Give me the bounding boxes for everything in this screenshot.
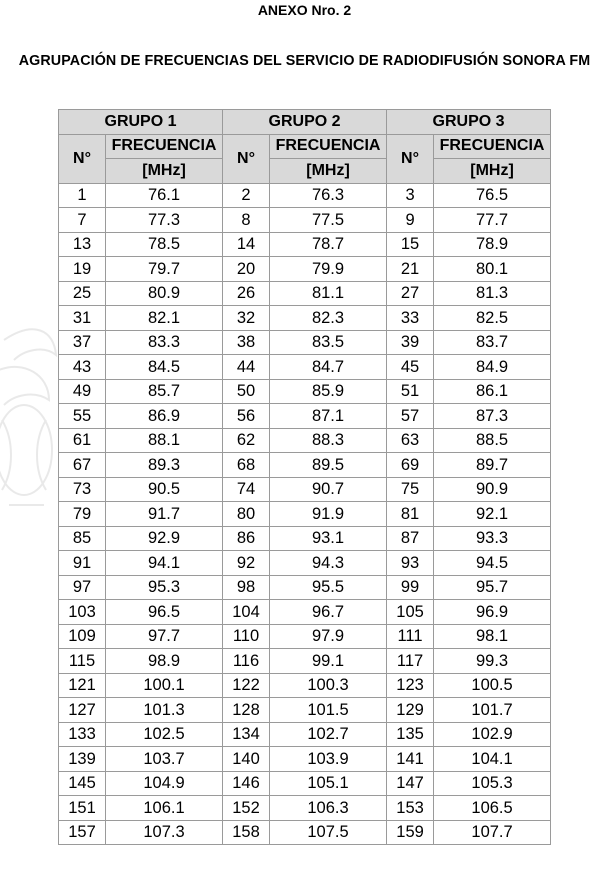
group-1-frequency: 98.9 — [106, 649, 223, 674]
group-2-frequency: 100.3 — [270, 673, 387, 698]
group-1-number: 151 — [59, 796, 106, 821]
table-row — [59, 526, 551, 551]
frequency-header: FRECUENCIA — [106, 134, 223, 159]
group-3-number: 57 — [387, 404, 434, 429]
table-row — [59, 379, 551, 404]
group-3-number: 99 — [387, 575, 434, 600]
group-1-frequency: 77.3 — [106, 208, 223, 233]
group-1-frequency: 104.9 — [106, 771, 223, 796]
group-3-number: 159 — [387, 820, 434, 845]
group-2-frequency: 95.5 — [270, 575, 387, 600]
group-2-frequency: 96.7 — [270, 600, 387, 625]
group-2-number: 80 — [223, 502, 270, 527]
group-3-frequency: 96.9 — [434, 600, 551, 625]
group-3-number: 15 — [387, 232, 434, 257]
group-3-number: 135 — [387, 722, 434, 747]
group-2-frequency: 85.9 — [270, 379, 387, 404]
group-2-number: 98 — [223, 575, 270, 600]
group-3-frequency: 87.3 — [434, 404, 551, 429]
table-row — [59, 281, 551, 306]
unit-header: [MHz] — [270, 159, 387, 184]
unit-header: [MHz] — [434, 159, 551, 184]
document-title: AGRUPACIÓN DE FRECUENCIAS DEL SERVICIO DE RADIODIFUSIÓN SONORA FM — [18, 53, 591, 69]
group-2-number: 62 — [223, 428, 270, 453]
coat-of-arms-watermark — [0, 300, 64, 530]
annex-title: ANEXO Nro. 2 — [257, 2, 352, 18]
group-1-frequency: 97.7 — [106, 624, 223, 649]
group-3-number: 45 — [387, 355, 434, 380]
group-3-number: 123 — [387, 673, 434, 698]
group-3-frequency: 81.3 — [434, 281, 551, 306]
group-2-frequency: 88.3 — [270, 428, 387, 453]
group-2-frequency: 105.1 — [270, 771, 387, 796]
group-1-frequency: 83.3 — [106, 330, 223, 355]
column-header-row — [59, 134, 551, 159]
group-3-number: 129 — [387, 698, 434, 723]
group-1-number: 73 — [59, 477, 106, 502]
group-1-number: 157 — [59, 820, 106, 845]
table-row — [59, 649, 551, 674]
group-2-frequency: 94.3 — [270, 551, 387, 576]
table-row — [59, 404, 551, 429]
group-3-frequency: 105.3 — [434, 771, 551, 796]
group-3-number: 27 — [387, 281, 434, 306]
group-3-frequency: 100.5 — [434, 673, 551, 698]
group-3-number: 3 — [387, 183, 434, 208]
number-header: N° — [59, 134, 106, 183]
table-row — [59, 673, 551, 698]
group-3-frequency: 76.5 — [434, 183, 551, 208]
group-1-number: 127 — [59, 698, 106, 723]
group-1-number: 43 — [59, 355, 106, 380]
group-3-frequency: 83.7 — [434, 330, 551, 355]
group-2-frequency: 77.5 — [270, 208, 387, 233]
group-3-frequency: 98.1 — [434, 624, 551, 649]
group-2-frequency: 90.7 — [270, 477, 387, 502]
group-1-frequency: 86.9 — [106, 404, 223, 429]
number-header: N° — [387, 134, 434, 183]
frequency-header: FRECUENCIA — [434, 134, 551, 159]
group-2-number: 86 — [223, 526, 270, 551]
group-2-number: 104 — [223, 600, 270, 625]
group-2-frequency: 107.5 — [270, 820, 387, 845]
table-row — [59, 502, 551, 527]
group-2-number: 116 — [223, 649, 270, 674]
group-2-frequency: 87.1 — [270, 404, 387, 429]
group-2-number: 146 — [223, 771, 270, 796]
group-3-frequency: 106.5 — [434, 796, 551, 821]
group-1-number: 61 — [59, 428, 106, 453]
group-3-number: 33 — [387, 306, 434, 331]
group-1-number: 19 — [59, 257, 106, 282]
group-2-number: 140 — [223, 747, 270, 772]
table-row — [59, 355, 551, 380]
group-3-frequency: 77.7 — [434, 208, 551, 233]
table-row — [59, 208, 551, 233]
group-2-number: 158 — [223, 820, 270, 845]
table-row — [59, 722, 551, 747]
table-row — [59, 257, 551, 282]
table-row — [59, 453, 551, 478]
group-1-frequency: 95.3 — [106, 575, 223, 600]
group-2-frequency: 93.1 — [270, 526, 387, 551]
number-header: N° — [223, 134, 270, 183]
group-1-frequency: 92.9 — [106, 526, 223, 551]
group-2-number: 14 — [223, 232, 270, 257]
group-header-row — [59, 110, 551, 135]
group-3-frequency: 101.7 — [434, 698, 551, 723]
group-3-number: 153 — [387, 796, 434, 821]
group-1-number: 37 — [59, 330, 106, 355]
group-2-frequency: 102.7 — [270, 722, 387, 747]
group-3-frequency: 94.5 — [434, 551, 551, 576]
group-1-frequency: 79.7 — [106, 257, 223, 282]
group-2-frequency: 79.9 — [270, 257, 387, 282]
group-3-number: 147 — [387, 771, 434, 796]
table-row — [59, 600, 551, 625]
group-3-frequency: 88.5 — [434, 428, 551, 453]
table-row — [59, 477, 551, 502]
group-2-frequency: 89.5 — [270, 453, 387, 478]
group-1-number: 55 — [59, 404, 106, 429]
group-2-frequency: 103.9 — [270, 747, 387, 772]
group-1-frequency: 76.1 — [106, 183, 223, 208]
group-1-number: 109 — [59, 624, 106, 649]
group-3-number: 39 — [387, 330, 434, 355]
group-1-frequency: 101.3 — [106, 698, 223, 723]
group-3-number: 63 — [387, 428, 434, 453]
group-1-number: 103 — [59, 600, 106, 625]
group-3-frequency: 92.1 — [434, 502, 551, 527]
group-2-frequency: 97.9 — [270, 624, 387, 649]
group-3-number: 81 — [387, 502, 434, 527]
group-1-number: 133 — [59, 722, 106, 747]
group-3-frequency: 107.7 — [434, 820, 551, 845]
group-1-number: 7 — [59, 208, 106, 233]
group-2-frequency: 76.3 — [270, 183, 387, 208]
group-1-number: 91 — [59, 551, 106, 576]
group-1-number: 13 — [59, 232, 106, 257]
group-3-number: 87 — [387, 526, 434, 551]
group-2-number: 32 — [223, 306, 270, 331]
group-3-frequency: 89.7 — [434, 453, 551, 478]
group-2-number: 20 — [223, 257, 270, 282]
group-2-number: 128 — [223, 698, 270, 723]
group-1-number: 67 — [59, 453, 106, 478]
group-1-frequency: 100.1 — [106, 673, 223, 698]
group-1-number: 85 — [59, 526, 106, 551]
group-2-number: 26 — [223, 281, 270, 306]
table-row — [59, 330, 551, 355]
group-1-number: 1 — [59, 183, 106, 208]
unit-header-row — [59, 159, 551, 184]
frequency-table — [58, 109, 551, 845]
group-2-frequency: 78.7 — [270, 232, 387, 257]
table-row — [59, 747, 551, 772]
group-3-number: 9 — [387, 208, 434, 233]
group-1-number: 115 — [59, 649, 106, 674]
frequency-table-body — [59, 183, 551, 845]
group-2-number: 134 — [223, 722, 270, 747]
group-1-number: 49 — [59, 379, 106, 404]
group-1-number: 121 — [59, 673, 106, 698]
group-3-number: 69 — [387, 453, 434, 478]
group-2-number: 8 — [223, 208, 270, 233]
group-2-number: 74 — [223, 477, 270, 502]
group-3-frequency: 78.9 — [434, 232, 551, 257]
group-2-frequency: 99.1 — [270, 649, 387, 674]
group-1-frequency: 106.1 — [106, 796, 223, 821]
table-row — [59, 624, 551, 649]
group-2-frequency: 84.7 — [270, 355, 387, 380]
table-row — [59, 232, 551, 257]
group-3-frequency: 82.5 — [434, 306, 551, 331]
group-2-number: 38 — [223, 330, 270, 355]
group-1-frequency: 84.5 — [106, 355, 223, 380]
group-1-frequency: 89.3 — [106, 453, 223, 478]
table-row — [59, 771, 551, 796]
group-3-frequency: 104.1 — [434, 747, 551, 772]
group-2-number: 152 — [223, 796, 270, 821]
unit-header: [MHz] — [106, 159, 223, 184]
table-row — [59, 575, 551, 600]
group-2-frequency: 106.3 — [270, 796, 387, 821]
group-2-header: GRUPO 2 — [223, 110, 387, 135]
table-row — [59, 698, 551, 723]
group-3-frequency: 84.9 — [434, 355, 551, 380]
group-3-number: 75 — [387, 477, 434, 502]
group-2-number: 110 — [223, 624, 270, 649]
group-2-number: 68 — [223, 453, 270, 478]
table-row — [59, 306, 551, 331]
group-3-header: GRUPO 3 — [387, 110, 551, 135]
group-1-frequency: 88.1 — [106, 428, 223, 453]
group-1-number: 31 — [59, 306, 106, 331]
group-1-frequency: 80.9 — [106, 281, 223, 306]
group-1-frequency: 94.1 — [106, 551, 223, 576]
table-row — [59, 428, 551, 453]
group-1-frequency: 82.1 — [106, 306, 223, 331]
group-1-frequency: 85.7 — [106, 379, 223, 404]
group-1-frequency: 102.5 — [106, 722, 223, 747]
group-2-frequency: 83.5 — [270, 330, 387, 355]
group-3-number: 117 — [387, 649, 434, 674]
group-2-frequency: 101.5 — [270, 698, 387, 723]
group-1-number: 79 — [59, 502, 106, 527]
group-1-frequency: 96.5 — [106, 600, 223, 625]
group-1-header: GRUPO 1 — [59, 110, 223, 135]
group-3-frequency: 102.9 — [434, 722, 551, 747]
group-1-number: 145 — [59, 771, 106, 796]
group-1-frequency: 90.5 — [106, 477, 223, 502]
group-1-number: 25 — [59, 281, 106, 306]
group-3-number: 141 — [387, 747, 434, 772]
group-1-number: 139 — [59, 747, 106, 772]
group-3-number: 21 — [387, 257, 434, 282]
group-2-number: 92 — [223, 551, 270, 576]
group-2-frequency: 81.1 — [270, 281, 387, 306]
group-2-frequency: 91.9 — [270, 502, 387, 527]
group-1-frequency: 78.5 — [106, 232, 223, 257]
group-2-number: 56 — [223, 404, 270, 429]
group-3-number: 111 — [387, 624, 434, 649]
group-3-number: 51 — [387, 379, 434, 404]
group-3-number: 105 — [387, 600, 434, 625]
group-1-frequency: 103.7 — [106, 747, 223, 772]
group-1-number: 97 — [59, 575, 106, 600]
group-3-frequency: 95.7 — [434, 575, 551, 600]
table-row — [59, 820, 551, 845]
group-2-number: 44 — [223, 355, 270, 380]
group-1-frequency: 107.3 — [106, 820, 223, 845]
table-row — [59, 551, 551, 576]
group-3-frequency: 86.1 — [434, 379, 551, 404]
table-row — [59, 183, 551, 208]
group-3-frequency: 80.1 — [434, 257, 551, 282]
table-row — [59, 796, 551, 821]
group-3-frequency: 90.9 — [434, 477, 551, 502]
group-2-number: 50 — [223, 379, 270, 404]
group-1-frequency: 91.7 — [106, 502, 223, 527]
frequency-header: FRECUENCIA — [270, 134, 387, 159]
group-3-frequency: 93.3 — [434, 526, 551, 551]
group-2-frequency: 82.3 — [270, 306, 387, 331]
group-2-number: 2 — [223, 183, 270, 208]
group-3-frequency: 99.3 — [434, 649, 551, 674]
group-3-number: 93 — [387, 551, 434, 576]
group-2-number: 122 — [223, 673, 270, 698]
